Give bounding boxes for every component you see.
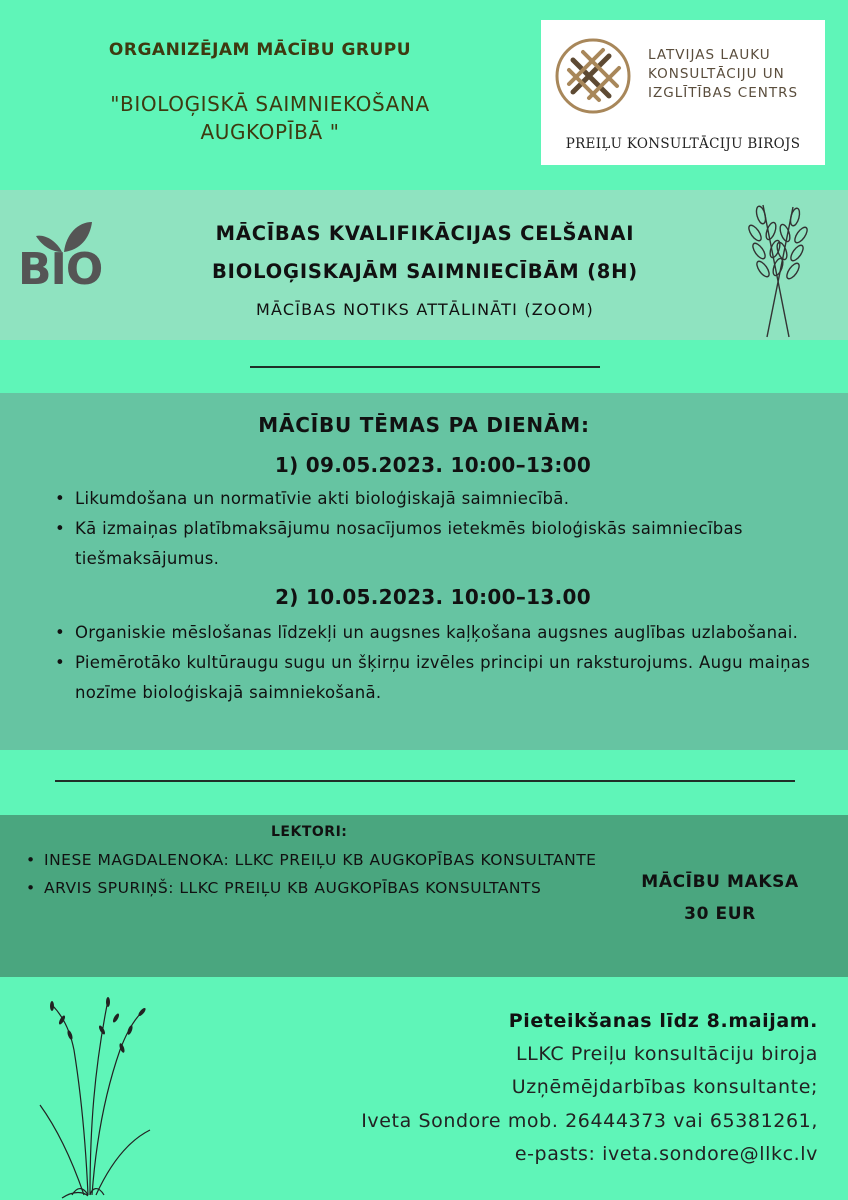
list-item: • ARVIS SPURIŅŠ: LLKC PREIĻU KB AUGKOPĪBAS KONSULTANTS	[26, 874, 606, 902]
list-item: • Likumdošana un normatīvie akti bioloģiskajā saimniecībā.	[55, 484, 815, 514]
office-name: PREIĻU KONSULTĀCIJU BIROJS	[565, 136, 801, 152]
day1-topics	[55, 484, 815, 574]
course-title	[40, 90, 500, 146]
day1-heading: 1) 09.05.2023. 10:00–13:00	[274, 453, 592, 477]
contact-email[interactable]: e-pasts: iveta.sondore@llkc.lv	[514, 1143, 818, 1165]
day2-topics	[55, 618, 815, 708]
course-title-line2: AUGKOPĪBĀ "	[200, 120, 340, 144]
grass-plant-icon	[22, 990, 157, 1200]
course-title-line1: "BIOLOĢISKĀ SAIMNIEKOŠANA	[110, 92, 430, 116]
divider	[250, 366, 600, 368]
logo-name-line1: LATVIJAS LAUKU	[648, 47, 771, 63]
price-label: MĀCĪBU MAKSA	[641, 872, 799, 892]
organizer-heading: ORGANIZĒJAM MĀCĪBU GRUPU	[108, 40, 412, 60]
contact-office: LLKC Preiļu konsultāciju biroja	[515, 1043, 818, 1065]
list-item: • Kā izmaiņas platībmaksājumu nosacījumos ietekmēs bioloģiskās saimniecības tiešmaksājumus.	[55, 514, 815, 574]
intro-heading-line1: MĀCĪBAS KVALIFIKĀCIJAS CELŠANAI	[215, 222, 635, 245]
topics-heading: MĀCĪBU TĒMAS PA DIENĀM:	[258, 413, 590, 437]
day2-heading: 2) 10.05.2023. 10:00–13.00	[275, 585, 591, 609]
logo-name-line3: IZGLĪTĪBAS CENTRS	[648, 85, 799, 101]
contact-role: Uzņēmējdarbības konsultante;	[511, 1076, 818, 1098]
list-item: • Piemērotāko kultūraugu sugu un šķirņu izvēles principi un raksturojums. Augu maiņas nozīme bioloģiskajā saimniekošanā.	[55, 648, 815, 708]
bio-badge-text: BIO	[18, 244, 103, 295]
llkc-logo-name	[648, 46, 818, 103]
lecturers-list	[26, 846, 606, 902]
contact-phone: Iveta Sondore mob. 26444373 vai 65381261,	[361, 1110, 818, 1132]
logo-name-line2: KONSULTĀCIJU UN	[648, 66, 785, 82]
wheat-icon	[745, 195, 810, 340]
intro-format: MĀCĪBAS NOTIKS ATTĀLINĀTI (ZOOM)	[256, 300, 594, 319]
price-value: 30 EUR	[684, 904, 756, 924]
llkc-logo-icon	[553, 36, 633, 116]
lecturers-heading: LEKTORI:	[271, 824, 348, 840]
list-item: • Organiskie mēslošanas līdzekļi un augsnes kaļķošana augsnes auglības uzlabošanai.	[55, 618, 815, 648]
divider	[55, 780, 795, 782]
list-item: • INESE MAGDALENOKA: LLKC PREIĻU KB AUGKOPĪBAS KONSULTANTE	[26, 846, 606, 874]
registration-deadline: Pieteikšanas līdz 8.maijam.	[508, 1010, 818, 1032]
intro-heading-line2: BIOLOĢISKAJĀM SAIMNIECĪBĀM (8H)	[212, 260, 638, 283]
